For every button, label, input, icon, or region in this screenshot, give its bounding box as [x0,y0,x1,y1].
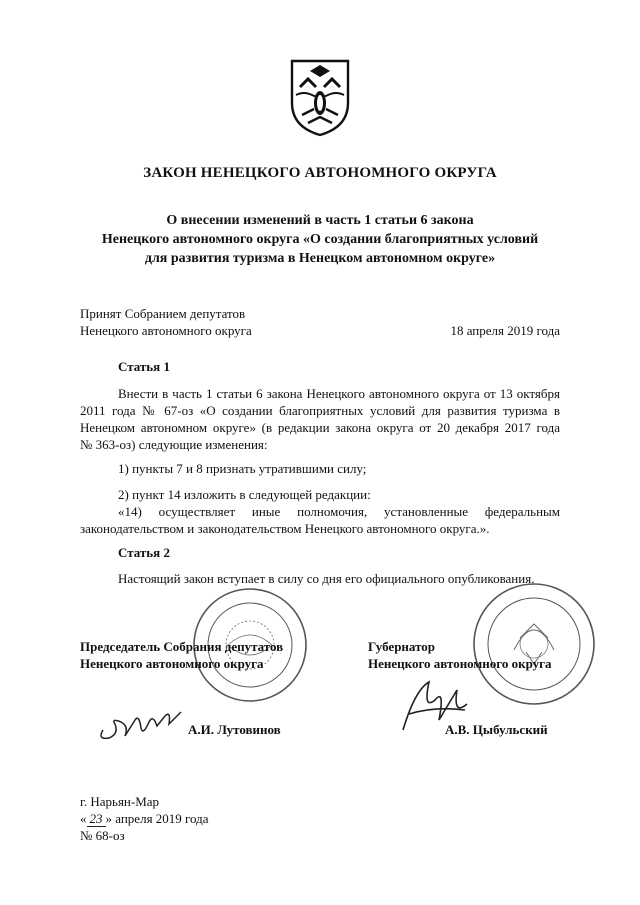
item-1: 1) пункты 7 и 8 признать утратившими силу; [118,461,367,476]
document-subtitle: О внесении изменений в часть 1 статьи 6 закона Ненецкого автономного округа «О создании благоприятных условий для развития туризма в Ненецком автономном округе» [101,213,539,266]
right-signatory-name: А.В. Цыбульский [445,722,548,737]
document-footer [80,793,209,844]
adoption-date: 18 апреля 2019 года [450,323,560,338]
document-title: ЗАКОН НЕНЕЦКОГО АВТОНОМНОГО ОКРУГА [143,165,497,181]
footer-number: № 68-оз [80,828,125,843]
adoption-info: Принят Собранием депутатов Ненецкого автономного округа 18 апреля 2019 года [80,306,560,338]
article-1-heading: Статья 1 [118,359,170,374]
article-2-heading: Статья 2 [118,545,170,560]
article-2-paragraph: Настоящий закон вступает в силу со дня его официального опубликования. [118,571,535,586]
left-signatory-name: А.И. Лутовинов [188,722,281,737]
right-signatory-title: Губернатор Ненецкого автономного округа [368,639,552,671]
footer-date-day: 23 [87,811,106,827]
footer-city: г. Нарьян-Мар [80,794,160,809]
article-1-paragraph: Внести в часть 1 статьи 6 закона Ненецкого автономного округа от 13 октября 2011 года № 67-оз «О создании благоприятных условий для развития туризма в Ненецком автономном округе» (в редакции закона округа от 20 декабря 2017 года № 363-оз) следующие изменения: [80,386,560,452]
footer-date: « 23 » апреля 2019 года [80,811,209,826]
item-2: 2) пункт 14 изложить в следующей редакции: «14) осуществляет иные полномочия, установленные федеральным законодательством и законодательством Ненецкого автономного округа.». [80,487,560,536]
coat-of-arms-icon [288,57,352,137]
handwritten-signature-icon [95,700,185,750]
left-signatory-title: Председатель Собрания депутатов Ненецкого автономного округа [80,639,284,671]
